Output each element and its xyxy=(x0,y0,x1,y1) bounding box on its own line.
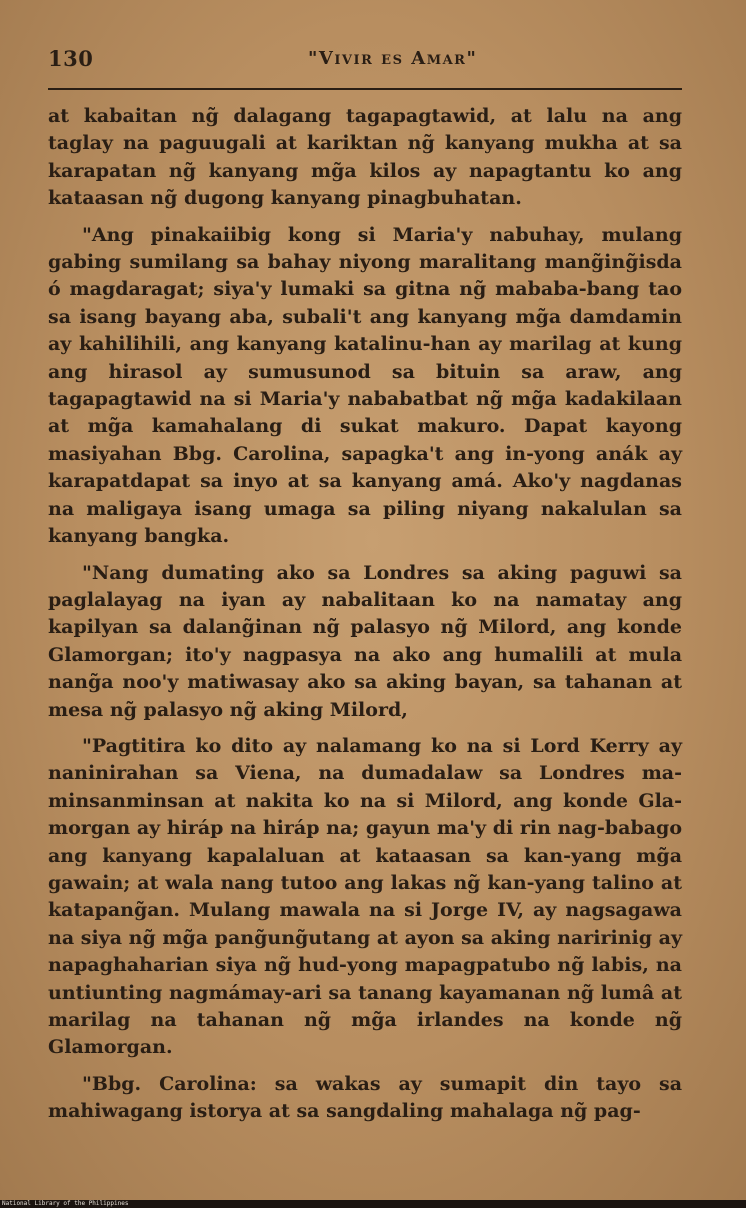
paragraph-4: "Pagtitira ko dito ay nalamang ko na si Lord Kerry ay naninirahan sa Viena, na dumadalaw sa Londres ma-minsanminsan at nakita ko na si Milord, ang konde Gla-morgan ay hiráp na hiráp na; gayun ma'y di rin nag-babago ang kanyang kapalaluan at kataasan sa kan-yang mg̃a gawain; at wala nang tutoo ang lakas ng̃ kan-yang talino at katapang̃an. Mulang mawala na si Jorge IV, ay nagsagawa na siya ng̃ mg̃a pang̃ung̃utang at ayon sa aking naririnig ay napaghaharian siya ng̃ hud-yong mapagpatubo ng̃ labis, na untiunting nagmámay-ari sa tanang kayamanan ng̃ lumâ at marilag na tahanan ng̃ mg̃a irlandes na konde ng̃ Glamorgan. xyxy=(48,734,682,1059)
header-rule xyxy=(48,88,682,90)
page-header xyxy=(48,46,688,76)
paragraph-3: "Nang dumating ako sa Londres sa aking paguwi sa paglalayag na iyan ay nabalitaan ko na namatay ang kapilyan sa dalang̃inan ng̃ palasyo ng̃ Milord, ang konde Glamorgan; ito'y nagpasya na ako ang humalili at mula nang̃a noo'y matiwasay ako sa aking bayan, sa tahanan at mesa ng̃ palasyo ng̃ aking Milord, xyxy=(48,561,682,721)
page-number: 130 xyxy=(48,46,94,71)
body-text xyxy=(48,103,682,1135)
paragraph-5: "Bbg. Carolina: sa wakas ay sumapit din tayo sa mahiwagang istorya at sa sangdaling mahalaga ng̃ pag- xyxy=(48,1072,682,1123)
running-title: "Vivir es Amar" xyxy=(308,48,478,69)
paragraph-1: at kabaitan ng̃ dalagang tagapagtawid, at lalu na ang taglay na paguugali at kariktan ng̃ kanyang mukha at sa karapatan ng̃ kanyang mg̃a kilos ay napagtantu ko ang kataasan ng̃ dugong kanyang pinagbuhatan. xyxy=(48,105,682,210)
library-credit: National Library of the Philippines xyxy=(2,1200,129,1207)
paragraph-2: "Ang pinakaiibig kong si Maria'y nabuhay, mulang gabing sumilang sa bahay niyong maralitang mang̃ing̃isda ó magdaragat; siya'y lumaki sa gitna ng̃ mababa-bang tao sa isang bayang aba, subali't ang kanyang mg̃a damdamin ay kahilihili, ang kanyang katalinu-han ay marilag at kung ang hirasol ay sumusunod sa bituin sa araw, ang tagapagtawid na si Maria'y nababatbat ng̃ mg̃a kadakilaan at mg̃a kamahalang di sukat makuro. Dapat kayong masiyahan Bbg. Carolina, sapagka't ang in-yong anák ay karapatdapat sa inyo at sa kanyang amá. Ako'y nagdanas na maligaya isang umaga sa piling niyang nakalulan sa kanyang bangka. xyxy=(48,223,682,548)
